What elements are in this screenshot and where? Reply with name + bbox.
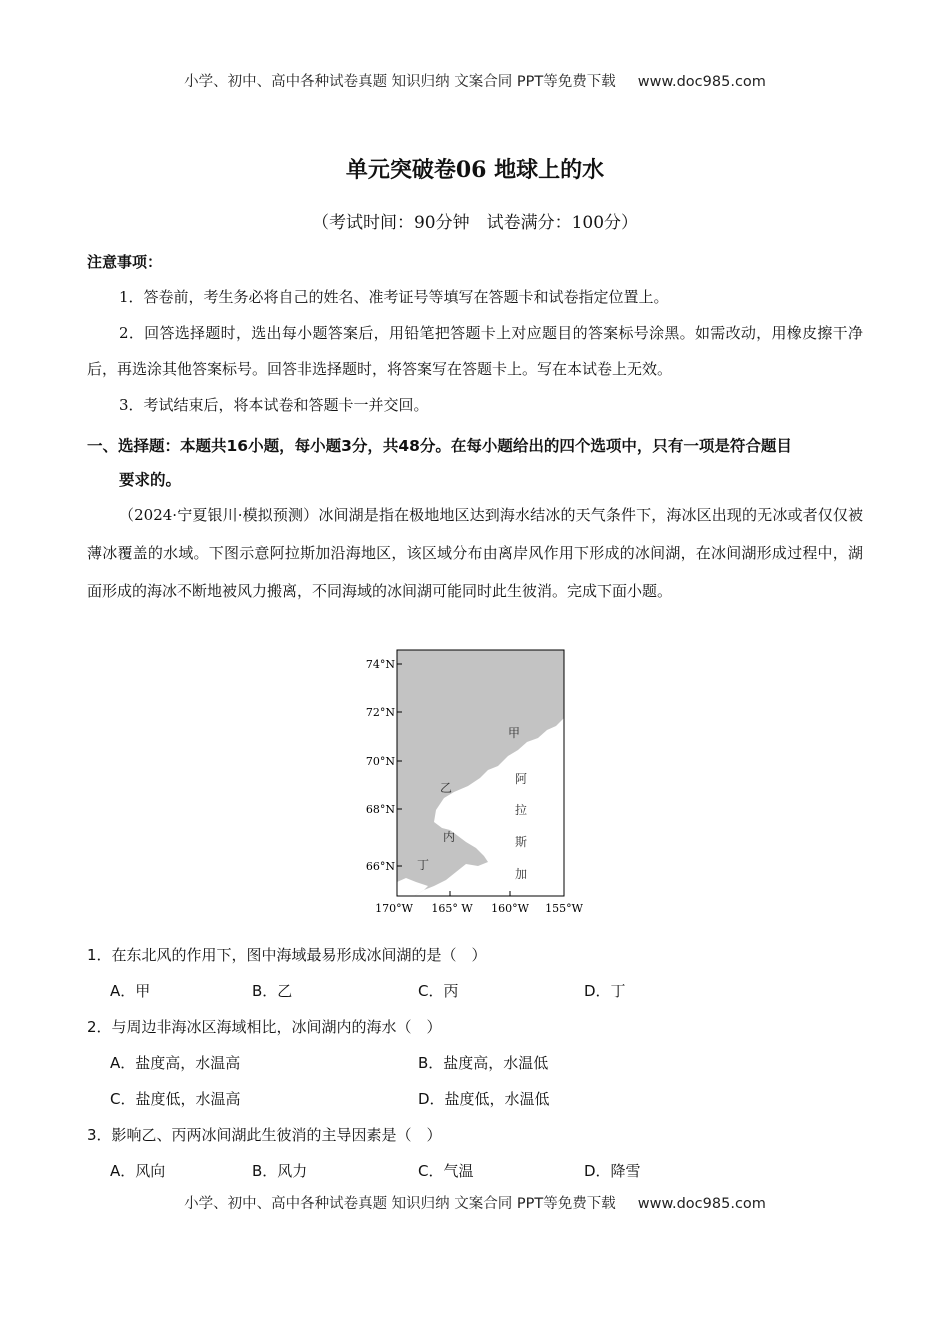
lon-label-165: 165° W [431, 902, 473, 915]
lat-label-66: 66°N [365, 860, 395, 873]
question-1-option-b[interactable]: B．乙 [252, 982, 293, 1000]
place-label-jia: 甲 [508, 726, 521, 740]
question-2-option-b[interactable]: B．盐度高，水温低 [418, 1054, 549, 1072]
question-1-option-a[interactable]: A．甲 [110, 982, 151, 1000]
header-text: 小学、初中、高中各种试卷真题 知识归纳 文案合同 PPT等免费下载 [184, 74, 616, 90]
land-label-4: 加 [515, 867, 528, 881]
notice-item-1: 1．答卷前，考生务必将自己的姓名、准考证号等填写在答题卡和试卷指定位置上。 [119, 288, 669, 306]
land-label-1: 阿 [515, 772, 528, 786]
land-label-3: 斯 [515, 835, 528, 849]
notice-item-2: 2．回答选择题时，选出每小题答案后，用铅笔把答题卡上对应题目的答案标号涂黑。如需改动，用橡皮擦干净后，再选涂其他答案标号。回答非选择题时，将答案写在答题卡上。写在本试卷上无效。 [87, 324, 863, 378]
notice-item-3: 3．考试结束后，将本试卷和答题卡一并交回。 [119, 396, 429, 414]
lat-label-72: 72°N [365, 706, 395, 719]
question-3-stem: 3．影响乙、丙两冰间湖此生彼消的主导因素是（ ） [87, 1126, 442, 1144]
lat-label-68: 68°N [365, 803, 395, 816]
question-3-option-c[interactable]: C．气温 [418, 1162, 474, 1180]
lon-label-170: 170°W [375, 902, 413, 915]
question-passage: （2024·宁夏银川·模拟预测）冰间湖是指在极地地区达到海水结冰的天气条件下，海冰区出现的无冰或者仅仅被薄冰覆盖的水域。下图示意阿拉斯加沿海地区，该区域分布由离岸风作用下形成的冰间湖，在冰间湖形成过程中，湖面形成的海冰不断地被风力搬离，不同海域的冰间湖可能同时此生彼消。完成下面小题。 [87, 506, 863, 600]
page-subtitle: （考试时间：90分钟 试卷满分：100分） [311, 213, 639, 233]
land-label-2: 拉 [515, 803, 528, 817]
notice-title: 注意事项： [87, 253, 163, 271]
question-3-option-a[interactable]: A．风向 [110, 1162, 166, 1180]
lon-label-160: 160°W [491, 902, 529, 915]
lat-label-74: 74°N [365, 658, 395, 671]
place-label-ding: 丁 [417, 858, 430, 872]
question-3-option-b[interactable]: B．风力 [252, 1162, 308, 1180]
footer-site-link[interactable]: www.doc985.com [637, 1196, 766, 1212]
place-label-yi: 乙 [440, 781, 453, 795]
question-2-option-a[interactable]: A．盐度高，水温高 [110, 1054, 241, 1072]
page-title: 单元突破卷06 地球上的水 [345, 157, 605, 183]
header-site-link[interactable]: www.doc985.com [637, 74, 766, 90]
question-1-option-d[interactable]: D．丁 [584, 982, 626, 1000]
lat-label-70: 70°N [365, 755, 395, 768]
page-header [0, 70, 950, 91]
question-2-option-c[interactable]: C．盐度低，水温高 [110, 1090, 241, 1108]
place-label-bing: 内 [443, 830, 456, 844]
section-heading-cont: 要求的。 [119, 471, 182, 489]
lon-label-155: 155°W [545, 902, 583, 915]
question-2-option-d[interactable]: D．盐度低，水温低 [418, 1090, 550, 1108]
question-1-stem: 1．在东北风的作用下，图中海域最易形成冰间湖的是（ ） [87, 946, 487, 964]
question-1-option-c[interactable]: C．丙 [418, 982, 459, 1000]
section-heading-text: 一、选择题：本题共16小题，每小题3分，共48分。在每小题给出的四个选项中，只有一项是符合题目 [87, 437, 792, 455]
page-footer [0, 1192, 950, 1213]
question-3-option-d[interactable]: D．降雪 [584, 1162, 641, 1180]
section-heading [87, 429, 863, 497]
alaska-coast-map [365, 650, 585, 918]
question-2-stem: 2．与周边非海冰区海域相比，冰间湖内的海水（ ） [87, 1018, 442, 1036]
footer-text: 小学、初中、高中各种试卷真题 知识归纳 文案合同 PPT等免费下载 [184, 1196, 616, 1212]
